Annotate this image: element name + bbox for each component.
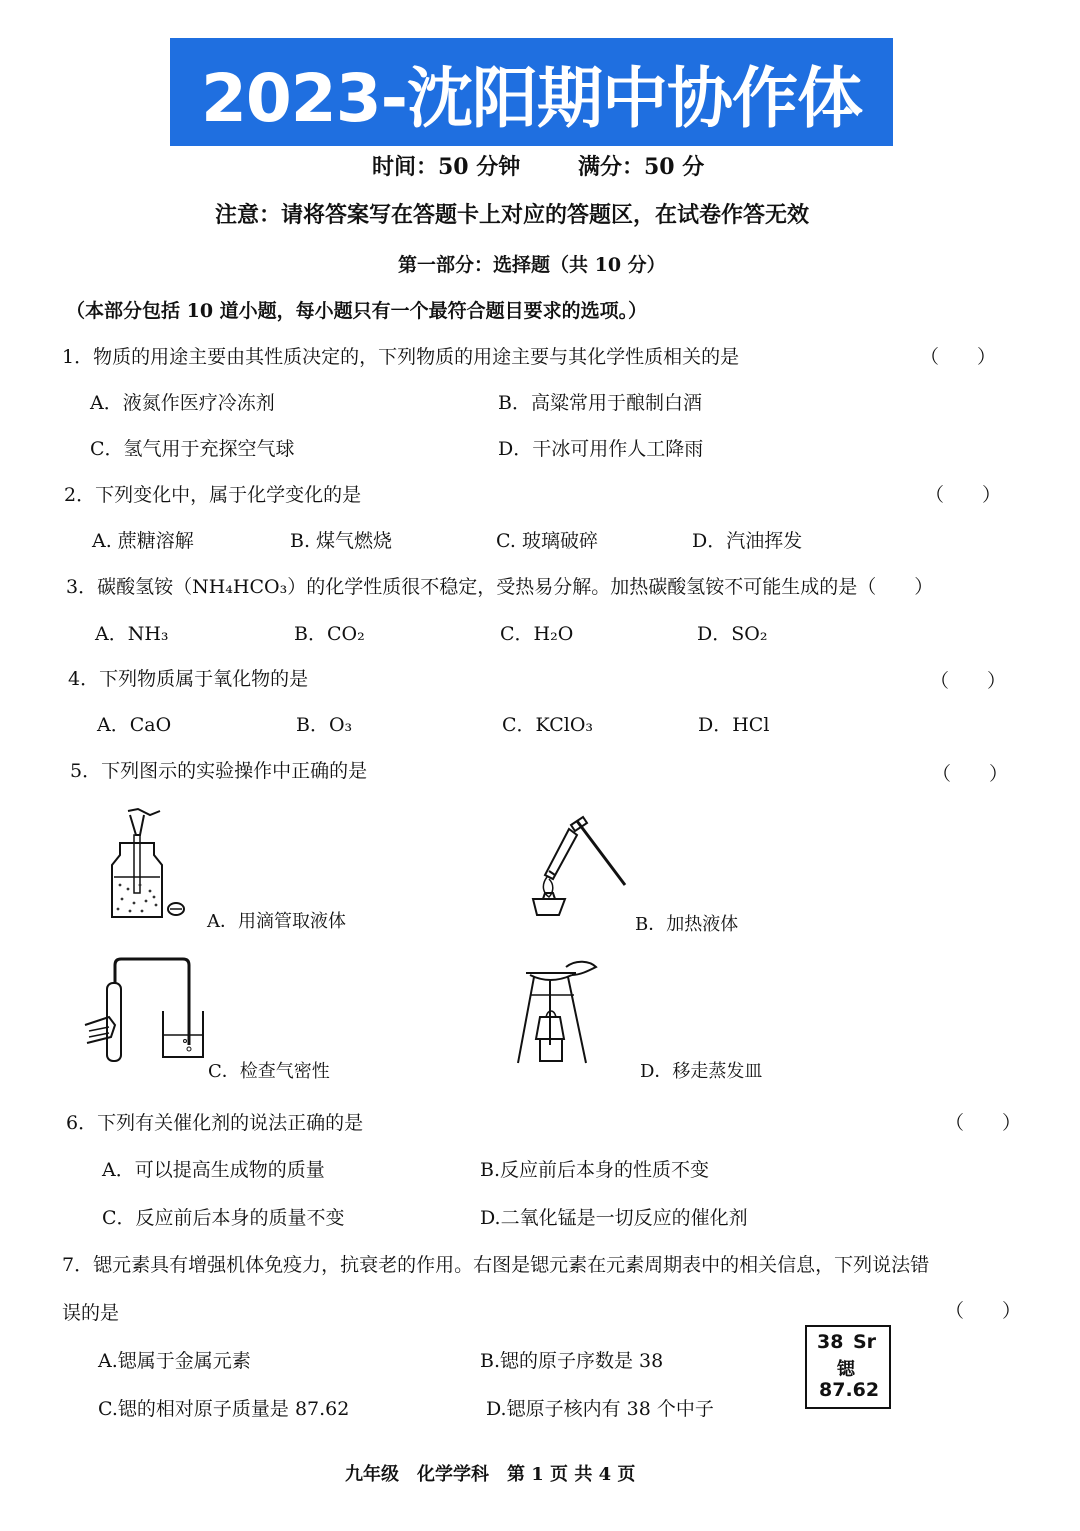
q6-option-c: C．反应前后本身的质量不变 (102, 1207, 345, 1229)
q2-option-c: C. 玻璃破碎 (496, 530, 598, 552)
figure-c-caption: C．检查气密性 (208, 1061, 330, 1082)
q4-option-d: D．HCl (698, 714, 770, 736)
evaporating-dish-illustration (510, 955, 620, 1070)
q7-option-a: A.锶属于金属元素 (98, 1350, 251, 1372)
q3-option-c: C．H₂O (500, 623, 574, 645)
q7-option-d: D.锶原子核内有 38 个中子 (486, 1398, 714, 1420)
q7-option-b: B.锶的原子序数是 38 (480, 1350, 664, 1372)
exam-time: 时间：50 分钟 (372, 154, 521, 180)
element-name: 锶 (837, 1359, 855, 1380)
q3-option-a: A．NH₃ (95, 623, 169, 645)
answer-paren-2: （ ） (925, 484, 1002, 506)
airtightness-check-illustration (75, 955, 210, 1070)
exam-notice: 注意：请将答案写在答题卡上对应的答题区，在试卷作答无效 (215, 202, 810, 228)
question-4-stem: 4．下列物质属于氧化物的是 (68, 668, 309, 690)
question-1-stem: 1．物质的用途主要由其性质决定的，下列物质的用途主要与其化学性质相关的是 (62, 346, 740, 368)
answer-paren-4: （ ） (930, 670, 1007, 692)
atomic-number: 38 (817, 1331, 844, 1353)
q4-option-b: B．O₃ (296, 714, 353, 736)
section-note: （本部分包括 10 道小题，每小题只有一个最符合题目要求的选项。） (66, 300, 648, 322)
figure-d-caption: D．移走蒸发皿 (640, 1061, 763, 1082)
exam-score: 满分：50 分 (578, 154, 705, 180)
q3-option-d: D．SO₂ (697, 623, 768, 645)
q3-option-b: B．CO₂ (294, 623, 365, 645)
q2-option-d: D．汽油挥发 (692, 530, 803, 552)
question-7-stem-line2: 误的是 (62, 1302, 120, 1324)
q1-option-c: C．氢气用于充探空气球 (90, 438, 295, 460)
strontium-element-card (805, 1325, 891, 1409)
question-3-stem: 3．碳酸氢铵（NH₄HCO₃）的化学性质很不稳定，受热易分解。加热碳酸氢铵不可能生成的是（ ） (66, 576, 934, 598)
q4-option-c: C．KClO₃ (502, 714, 594, 736)
q4-option-a: A．CaO (97, 714, 172, 736)
question-7-stem-line1: 7．锶元素具有增强机体免疫力，抗衰老的作用。右图是锶元素在元素周期表中的相关信息，下列说法错 (62, 1254, 930, 1276)
question-5-stem: 5．下列图示的实验操作中正确的是 (70, 760, 368, 782)
answer-paren-5: （ ） (932, 763, 1009, 785)
page-footer: 九年级 化学学科 第 1 页 共 4 页 (345, 1464, 636, 1485)
q7-option-c: C.锶的相对原子质量是 87.62 (98, 1398, 350, 1420)
q6-option-b: B.反应前后本身的性质不变 (480, 1159, 710, 1181)
q1-option-b: B．高粱常用于酿制白酒 (498, 392, 702, 414)
dropper-bottle-illustration (100, 805, 190, 925)
figure-a-caption: A．用滴管取液体 (207, 911, 346, 932)
answer-paren-1: （ ） (920, 346, 997, 368)
title-banner (170, 38, 893, 146)
heating-test-tube-illustration (525, 815, 635, 920)
q6-option-a: A．可以提高生成物的质量 (102, 1159, 325, 1181)
q2-option-a: A. 蔗糖溶解 (92, 530, 194, 552)
question-6-stem: 6．下列有关催化剂的说法正确的是 (66, 1112, 364, 1134)
atomic-mass: 87.62 (819, 1379, 880, 1401)
element-symbol: Sr (853, 1331, 877, 1353)
q1-option-d: D．干冰可用作人工降雨 (498, 438, 704, 460)
q6-option-d: D.二氧化锰是一切反应的催化剂 (480, 1207, 748, 1229)
figure-b-caption: B．加热液体 (635, 914, 739, 935)
q1-option-a: A．液氮作医疗冷冻剂 (90, 392, 275, 414)
answer-paren-6: （ ） (945, 1112, 1022, 1134)
q2-option-b: B. 煤气燃烧 (290, 530, 393, 552)
answer-paren-7: （ ） (945, 1300, 1022, 1322)
question-2-stem: 2．下列变化中，属于化学变化的是 (64, 484, 362, 506)
section-title: 第一部分：选择题（共 10 分） (398, 254, 666, 276)
page-title: 2023-沈阳期中协作体 (200, 59, 863, 137)
